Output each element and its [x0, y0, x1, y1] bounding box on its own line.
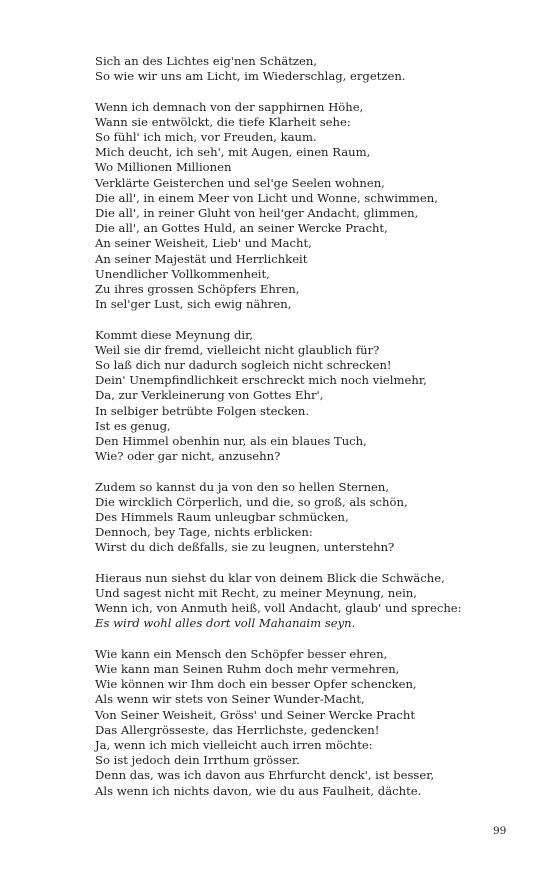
verse-line-italic: Es wird wohl alles dort voll Mahanaim seyn.	[95, 616, 356, 631]
verse-line: Dennoch, bey Tage, nichts erblicken:	[95, 525, 313, 540]
verse-line: Weil sie dir fremd, vielleicht nicht glaublich für?	[95, 342, 380, 357]
verse-line: In sel'ger Lust, sich ewig nähren,	[95, 297, 292, 312]
verse-line: An seiner Weisheit, Lieb' und Macht,	[95, 236, 312, 251]
verse-line: So wie wir uns am Licht, im Wiederschlag, ergetzen.	[95, 69, 406, 84]
verse-line: Wie kann man Seinen Ruhm doch mehr vermehren,	[95, 662, 400, 677]
verse-line: Sich an des Lichtes eig'nen Schätzen,	[95, 54, 318, 68]
verse-line: Dein' Unempfindlichkeit erschreckt mich noch vielmehr,	[95, 373, 427, 388]
stanza-4	[95, 480, 515, 556]
stanza-3	[95, 328, 515, 465]
verse-line: Mich deucht, ich seh', mit Augen, einen Raum,	[95, 145, 371, 160]
verse-line: Als wenn wir stets von Seiner Wunder-Macht,	[95, 692, 365, 707]
verse-line: Ja, wenn ich mich vielleicht auch irren möchte:	[95, 738, 373, 753]
verse-line: Unendlicher Vollkommenheit,	[95, 266, 270, 281]
verse-line: Die all', in reiner Gluht von heil'ger Andacht, glimmen,	[95, 206, 419, 221]
verse-line: Wie? oder gar nicht, anzusehn?	[95, 449, 281, 464]
verse-line: Wirst du dich deßfalls, sie zu leugnen, unterstehn?	[95, 540, 395, 555]
verse-line: Hieraus nun siehst du klar von deinem Blick die Schwäche,	[95, 570, 445, 585]
verse-line: Als wenn ich nichts davon, wie du aus Faulheit, dächte.	[95, 783, 422, 798]
page-number: 99	[493, 825, 507, 837]
stanza-5	[95, 571, 515, 632]
verse-line: Denn das, was ich davon aus Ehrfurcht denck', ist besser,	[95, 768, 435, 783]
verse-line: Das Allergrösseste, das Herrlichste, gedencken!	[95, 722, 380, 737]
verse-line: So laß dich nur dadurch sogleich nicht schrecken!	[95, 358, 392, 373]
verse-line: Wie kann ein Mensch den Schöpfer besser ehren,	[95, 646, 388, 661]
verse-line: So fühl' ich mich, vor Freuden, kaum.	[95, 130, 317, 144]
verse-line: Die all', an Gottes Huld, an seiner Wercke Pracht,	[95, 221, 388, 236]
verse-line: Die wircklich Cörperlich, und die, so groß, als schön,	[95, 494, 408, 509]
stanza-6	[95, 647, 515, 799]
verse-line: An seiner Majestät und Herrlichkeit	[95, 251, 308, 266]
verse-line: Den Himmel obenhin nur, als ein blaues Tuch,	[95, 434, 367, 449]
verse-line: Zu ihres grossen Schöpfers Ehren,	[95, 282, 300, 297]
verse-line: Von Seiner Weisheit, Gröss' und Seiner Wercke Pracht	[95, 707, 416, 722]
verse-line: Kommt diese Meynung dir,	[95, 327, 254, 342]
verse-line: Zudem so kannst du ja von den so hellen Sternen,	[95, 479, 390, 494]
poem-body	[95, 54, 515, 814]
verse-line: So ist jedoch dein Irrthum grösser.	[95, 753, 300, 768]
verse-line: Ist es genug,	[95, 418, 171, 433]
verse-line: Wenn ich, von Anmuth heiß, voll Andacht, glaub' und spreche:	[95, 601, 462, 616]
verse-line: Wie können wir Ihm doch ein besser Opfer schencken,	[95, 677, 417, 692]
verse-line: Verklärte Geisterchen und sel'ge Seelen wohnen,	[95, 175, 385, 190]
verse-line: Des Himmels Raum unleugbar schmücken,	[95, 510, 349, 525]
verse-line: Da, zur Verkleinerung von Gottes Ehr',	[95, 388, 324, 403]
verse-line: Und sagest nicht mit Recht, zu meiner Meynung, nein,	[95, 586, 417, 601]
stanza-2	[95, 100, 515, 313]
verse-line: Wo Millionen Millionen	[95, 160, 232, 175]
stanza-1	[95, 54, 515, 84]
verse-line: In selbiger betrübte Folgen stecken.	[95, 403, 310, 418]
verse-line: Wenn ich demnach von der sapphirnen Höhe,	[95, 99, 364, 114]
verse-line: Die all', in einem Meer von Licht und Wonne, schwimmen,	[95, 190, 438, 205]
verse-line: Wann sie entwölckt, die tiefe Klarheit sehe:	[95, 114, 351, 129]
